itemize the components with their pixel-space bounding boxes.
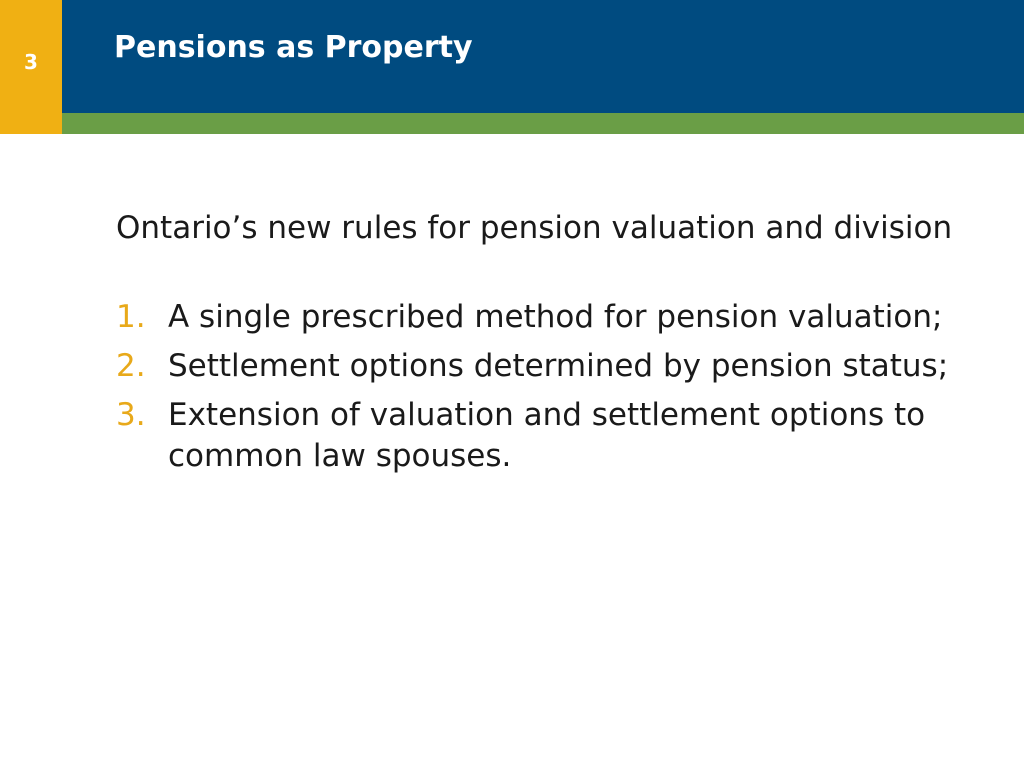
list-item-number: 2. [116, 348, 146, 384]
numbered-list [116, 297, 976, 477]
intro-text: Ontario’s new rules for pension valuation and division [116, 210, 953, 246]
slide-content [116, 208, 976, 485]
list-item-text: Settlement options determined by pension status; [168, 348, 949, 384]
page-number: 3 [24, 50, 38, 74]
list-item [116, 346, 976, 387]
list-item-number: 1. [116, 299, 146, 335]
list-item [116, 297, 976, 338]
header-accent-stripe [62, 113, 1024, 134]
list-item-number: 3. [116, 397, 146, 433]
page-number-box [0, 0, 62, 134]
slide-title: Pensions as Property [114, 30, 473, 65]
list-item-text: A single prescribed method for pension valuation; [168, 299, 943, 335]
list-item [116, 395, 976, 477]
list-item-text: Extension of valuation and settlement options to common law spouses. [168, 397, 926, 474]
